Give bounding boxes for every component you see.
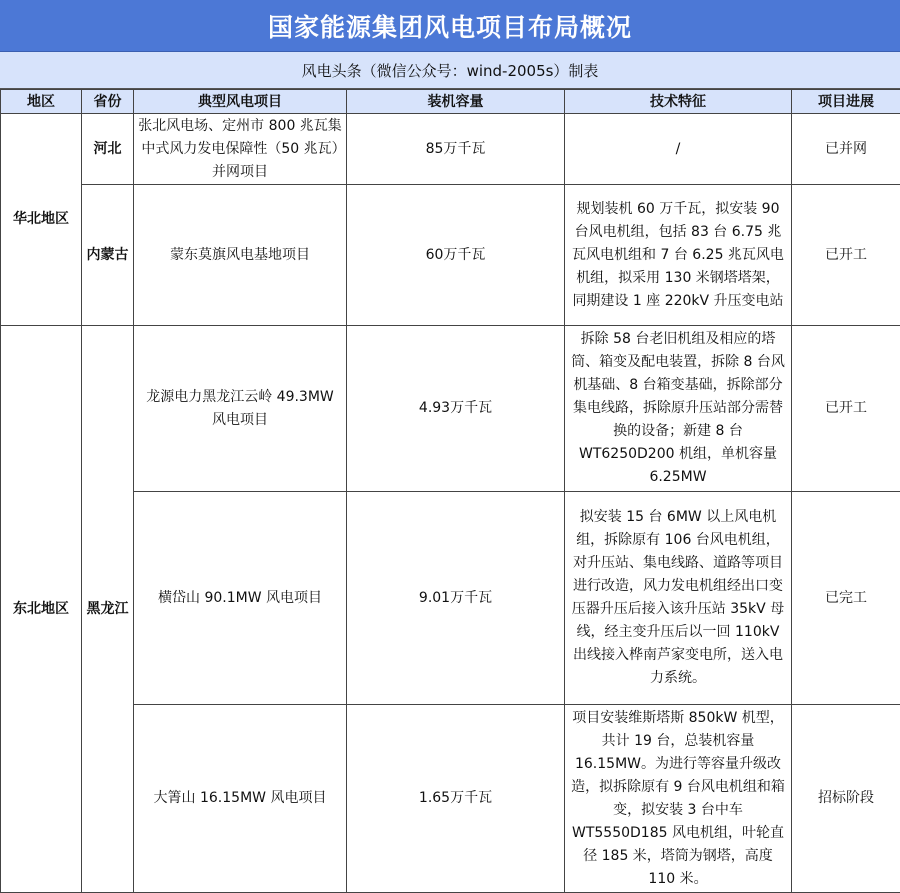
capacity-cell: 1.65万千瓦 (347, 705, 565, 893)
status-cell: 已开工 (792, 185, 900, 326)
province-cell: 黑龙江 (82, 326, 134, 893)
status-cell: 已开工 (792, 326, 900, 492)
tech-cell: 项目安装维斯塔斯 850kW 机型，共计 19 台，总装机容量 16.15MW。为进行等容量升级改造，拟拆除原有 9 台风电机组和箱变，拟安装 3 台中车 WT5550D185 风电机组，叶轮直径 185 米，塔筒为钢塔，高度 110 米。 (565, 705, 792, 893)
project-cell: 张北风电场、定州市 800 兆瓦集中式风力发电保障性（50 兆瓦）并网项目 (134, 114, 347, 185)
status-cell: 招标阶段 (792, 705, 900, 893)
tech-cell: 拆除 58 台老旧机组及相应的塔筒、箱变及配电装置，拆除 8 台风机基础、8 台箱变基础，拆除部分集电线路，拆除原升压站部分需替换的设备；新建 8 台 WT6250D200 机组，单机容量 6.25MW (565, 326, 792, 492)
tech-cell: / (565, 114, 792, 185)
region-cell: 东北地区 (1, 326, 82, 893)
tech-cell: 规划装机 60 万千瓦，拟安装 90 台风电机组，包括 83 台 6.75 兆瓦风电机组和 7 台 6.25 兆瓦风电机组，拟采用 130 米钢塔塔架，同期建设 1 座 220kV 升压变电站 (565, 185, 792, 326)
province-cell: 河北 (82, 114, 134, 185)
header-row (1, 90, 900, 114)
project-cell: 蒙东莫旗风电基地项目 (134, 185, 347, 326)
header-project: 典型风电项目 (134, 90, 347, 114)
project-cell: 横岱山 90.1MW 风电项目 (134, 492, 347, 705)
region-cell: 华北地区 (1, 114, 82, 326)
capacity-cell: 60万千瓦 (347, 185, 565, 326)
project-cell: 大箐山 16.15MW 风电项目 (134, 705, 347, 893)
project-table (0, 89, 900, 893)
table-row (1, 326, 900, 492)
status-cell: 已完工 (792, 492, 900, 705)
capacity-cell: 9.01万千瓦 (347, 492, 565, 705)
capacity-cell: 4.93万千瓦 (347, 326, 565, 492)
table-row (1, 705, 900, 893)
header-capacity: 装机容量 (347, 90, 565, 114)
table-row (1, 492, 900, 705)
header-region: 地区 (1, 90, 82, 114)
header-tech: 技术特征 (565, 90, 792, 114)
table-row (1, 114, 900, 185)
project-cell: 龙源电力黑龙江云岭 49.3MW 风电项目 (134, 326, 347, 492)
header-province: 省份 (82, 90, 134, 114)
capacity-cell: 85万千瓦 (347, 114, 565, 185)
status-cell: 已并网 (792, 114, 900, 185)
page-subtitle: 风电头条（微信公众号：wind-2005s）制表 (0, 52, 900, 89)
header-status: 项目进展 (792, 90, 900, 114)
province-cell: 内蒙古 (82, 185, 134, 326)
table-row (1, 185, 900, 326)
page-title: 国家能源集团风电项目布局概况 (0, 0, 900, 52)
tech-cell: 拟安装 15 台 6MW 以上风电机组，拆除原有 106 台风电机组，对升压站、集电线路、道路等项目进行改造，风力发电机组经出口变压器升压后接入该升压站 35kV 母线，经主变升压后以一回 110kV 出线接入桦南芦家变电所，送入电力系统。 (565, 492, 792, 705)
